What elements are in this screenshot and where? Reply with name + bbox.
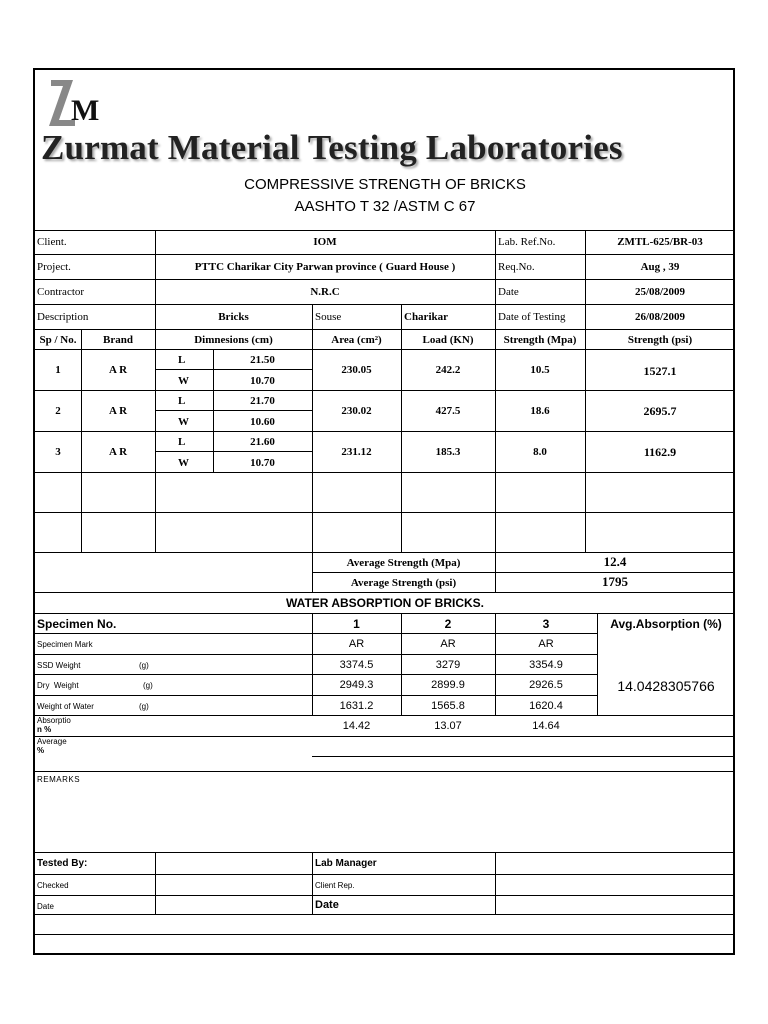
water-1: 1631.2 — [339, 700, 374, 712]
row1-psi: 1527.1 — [643, 364, 677, 378]
description-value: Bricks — [218, 311, 249, 323]
remarks-label: REMARKS — [37, 775, 81, 784]
avg-absorption-value: 14.0428305766 — [617, 678, 715, 694]
specimen-no-label: Specimen No. — [37, 617, 117, 631]
absorption-2: 13.07 — [434, 720, 462, 732]
row2-no: 2 — [55, 405, 61, 417]
lab-manager-label: Lab Manager — [315, 858, 377, 869]
row2-mpa: 18.6 — [530, 405, 550, 417]
lab-ref-value: ZMTL-625/BR-03 — [617, 236, 703, 248]
row2-brand: A R — [108, 405, 128, 417]
mark-1: AR — [348, 638, 365, 650]
row2-w-label: W — [178, 416, 189, 428]
report-title: COMPRESSIVE STRENGTH OF BRICKS — [244, 176, 526, 193]
row1-brand: A R — [108, 364, 128, 376]
source-label: Souse — [315, 311, 342, 323]
avg-absorption-label: Avg.Absorption (%) — [610, 617, 722, 631]
ssd-3: 3354.9 — [529, 659, 563, 671]
row1-w-label: W — [178, 375, 189, 387]
dry-weight-unit: (g) — [143, 681, 153, 690]
row2-l-label: L — [178, 395, 186, 407]
dry-2: 2899.9 — [431, 679, 465, 691]
row2-l: 21.70 — [250, 395, 275, 407]
specimen-col-3: 3 — [542, 617, 550, 631]
ssd-2: 3279 — [435, 659, 461, 671]
avg-psi-value: 1795 — [602, 574, 628, 589]
req-value: Aug , 39 — [640, 261, 680, 273]
row3-l-label: L — [178, 436, 186, 448]
mark-2: AR — [440, 638, 456, 650]
average-label-2: % — [37, 746, 45, 755]
avg-mpa-value: 12.4 — [603, 554, 627, 569]
col-strength-mpa: Strength (Mpa) — [503, 334, 577, 346]
col-dimensions: Dimnesions (cm) — [194, 334, 273, 346]
client-value: IOM — [313, 236, 337, 248]
contractor-label: Contractor — [37, 286, 85, 298]
date-testing-value: 26/08/2009 — [634, 311, 686, 323]
water-2: 1565.8 — [431, 700, 465, 712]
date-right-label: Date — [315, 899, 339, 911]
absorption-3: 14.64 — [532, 720, 560, 732]
source-value: Charikar — [404, 311, 448, 323]
report-page — [33, 68, 735, 955]
date-left-label: Date — [37, 902, 54, 911]
dry-3: 2926.5 — [529, 679, 563, 691]
project-label: Project. — [37, 261, 71, 273]
tested-by-label: Tested By: — [37, 858, 88, 869]
row2-w: 10.60 — [250, 416, 275, 428]
date-value: 25/08/2009 — [634, 286, 686, 298]
col-load: Load (KN) — [422, 334, 474, 346]
client-label: Client. — [37, 236, 67, 248]
row3-psi: 1162.9 — [643, 445, 677, 459]
specimen-col-2: 2 — [444, 617, 452, 631]
absorption-title: WATER ABSORPTION OF BRICKS. — [286, 596, 484, 610]
row3-load: 185.3 — [435, 446, 461, 458]
specimen-col-1: 1 — [353, 617, 360, 631]
dry-weight-label: Dry Weight — [37, 681, 79, 690]
req-label: Req.No. — [498, 261, 535, 273]
row1-w: 10.70 — [250, 375, 275, 387]
col-sp-no: Sp / No. — [39, 334, 77, 346]
water-3: 1620.4 — [529, 700, 563, 712]
row2-load: 427.5 — [435, 405, 461, 417]
project-value: PTTC Charikar City Parwan province ( Guard House ) — [194, 261, 456, 273]
row1-l: 21.50 — [250, 354, 275, 366]
standard-title: AASHTO T 32 /ASTM C 67 — [294, 198, 476, 215]
row2-area: 230.02 — [341, 405, 372, 417]
description-label: Description — [37, 311, 89, 323]
ssd-1: 3374.5 — [339, 659, 374, 671]
row2-psi: 2695.7 — [643, 404, 677, 418]
zm-logo — [45, 76, 105, 132]
row3-brand: A R — [108, 446, 128, 458]
ssd-weight-label: SSD Weight — [37, 661, 81, 670]
date-label: Date — [498, 286, 519, 298]
avg-mpa-label: Average Strength (Mpa) — [346, 557, 461, 569]
average-label-1: Average — [37, 737, 67, 746]
col-area: Area (cm²) — [331, 334, 382, 346]
absorption-label-1: Absorptio — [37, 716, 71, 725]
mark-3: AR — [538, 638, 554, 650]
ssd-weight-unit: (g) — [139, 661, 149, 670]
absorption-1: 14.42 — [342, 720, 371, 732]
specimen-mark-label: Specimen Mark — [37, 640, 93, 649]
row3-mpa: 8.0 — [533, 446, 547, 458]
row3-no: 3 — [55, 446, 61, 458]
lab-ref-label: Lab. Ref.No. — [498, 236, 556, 248]
row1-no: 1 — [55, 364, 61, 376]
water-weight-label: Weight of Water — [37, 702, 94, 711]
row3-area: 231.12 — [341, 446, 372, 458]
water-weight-unit: (g) — [139, 702, 149, 711]
row1-area: 230.05 — [341, 364, 372, 376]
row3-w-label: W — [178, 457, 189, 469]
col-strength-psi: Strength (psi) — [627, 334, 693, 346]
row1-l-label: L — [178, 354, 186, 366]
avg-psi-label: Average Strength (psi) — [350, 577, 457, 589]
row3-l: 21.60 — [250, 436, 275, 448]
absorption-label-2: n % — [37, 725, 52, 734]
checked-label: Checked — [37, 881, 69, 890]
lab-name: Zurmat Material Testing Laboratories — [41, 128, 623, 167]
contractor-value: N.R.C — [310, 286, 340, 298]
date-testing-label: Date of Testing — [498, 311, 566, 323]
client-rep-label: Client Rep. — [315, 881, 355, 890]
dry-1: 2949.3 — [339, 679, 374, 691]
row3-w: 10.70 — [250, 457, 275, 469]
row1-mpa: 10.5 — [530, 364, 550, 376]
col-brand: Brand — [103, 334, 133, 346]
row1-load: 242.2 — [435, 364, 461, 376]
svg-text:M: M — [71, 94, 100, 127]
